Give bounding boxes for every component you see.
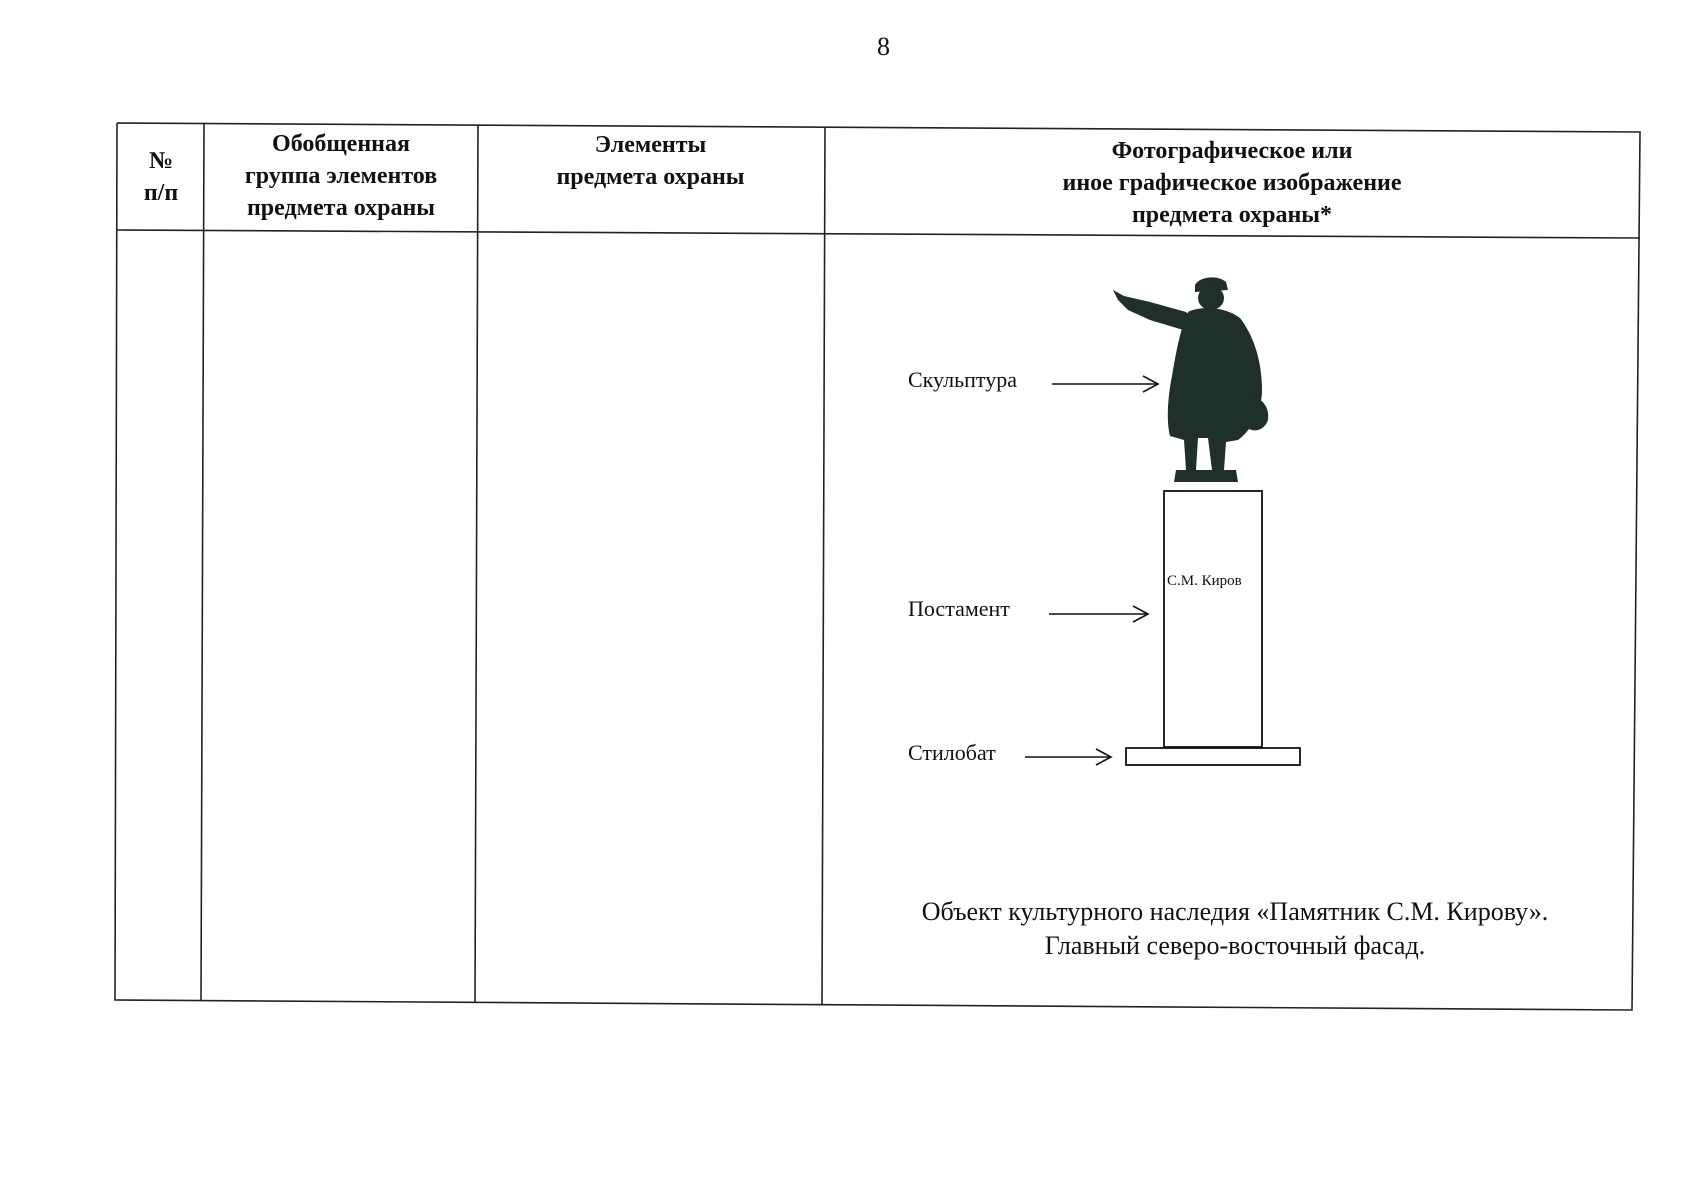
- header-elements-line-1: Элементы: [594, 132, 707, 158]
- figure-caption-line-2: Главный северо-восточный фасад.: [1044, 931, 1426, 960]
- header-image-line-3: предмета охраны*: [1131, 202, 1333, 228]
- page-number: 8: [877, 32, 890, 61]
- header-image-line-2: иное графическое изображение: [1062, 170, 1402, 196]
- label-pedestal: Постамент: [908, 596, 1010, 621]
- header-group-line-2: группа элементов: [244, 163, 438, 189]
- header-number-line-2: п/п: [143, 180, 179, 206]
- header-group-line-3: предмета охраны: [246, 195, 436, 221]
- header-number-line-1: №: [148, 148, 174, 174]
- label-stylobate: Стилобат: [908, 740, 996, 765]
- pedestal-inscription: С.М. Киров: [1167, 573, 1242, 589]
- figure-caption: [830, 895, 1640, 963]
- header-group-line-1: Обобщенная: [272, 131, 410, 157]
- sculpture-silhouette: [1113, 277, 1268, 482]
- header-image-line-1: Фотографическое или: [1111, 138, 1353, 164]
- stylobate-drawing: [1126, 748, 1300, 765]
- figure-caption-line-1: Объект культурного наследия «Памятник С.М. Кирову».: [921, 897, 1549, 926]
- label-sculpture: Скульптура: [908, 367, 1017, 392]
- pedestal-drawing: [1164, 491, 1262, 747]
- header-elements-line-2: предмета охраны: [556, 164, 745, 190]
